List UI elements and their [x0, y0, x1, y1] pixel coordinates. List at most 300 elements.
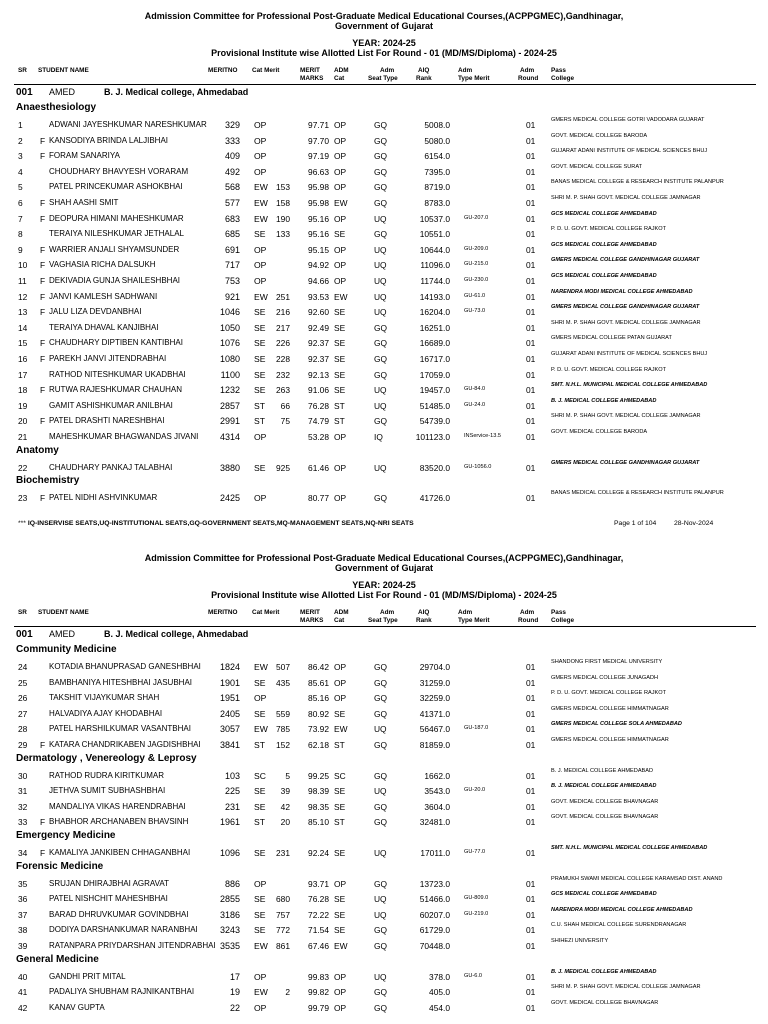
cell-seat-type: GQ — [374, 708, 388, 719]
cell-round: 01 — [526, 135, 536, 146]
cell-sr: 30 — [18, 770, 28, 781]
specialty-heading: Emergency Medicine — [16, 830, 116, 841]
cell-seat-type: GQ — [374, 354, 388, 364]
cell-adm-cat: OP — [334, 213, 347, 224]
table-row — [0, 675, 768, 691]
col-pass-2: College — [551, 75, 575, 82]
table-row — [0, 783, 768, 799]
cell-round: 01 — [526, 385, 536, 396]
cell-student-name: DODIYA DARSHANKUMAR NARANBHAI — [49, 925, 198, 935]
col-adm-cat-1: ADM — [334, 67, 349, 74]
institute-name: B. J. Medical college, Ahmedabad — [104, 87, 249, 97]
cell-round: 01 — [526, 662, 536, 672]
specialty-heading: Anaesthesiology — [16, 102, 97, 113]
cell-pass-college: SMT. N.H.L. MUNICIPAL MEDICAL COLLEGE AHMEDABAD — [551, 845, 708, 851]
header-line2: Government of Gujarat — [334, 563, 433, 573]
cell-pass-college: GMERS MEDICAL COLLEGE GANDHINAGAR GUJARAT — [551, 304, 700, 311]
cell-type-merit: GU-24.0 — [464, 401, 486, 408]
cell-merit-marks: 85.16 — [308, 693, 329, 704]
cell-student-name: KATARA CHANDRIKABEN JAGDISHBHAI — [49, 740, 201, 749]
cell-pass-college: NARENDRA MODI MEDICAL COLLEGE AHMEDABAD — [551, 288, 693, 295]
cell-pass-college: B. J. MEDICAL COLLEGE AHMEDABAD — [551, 783, 657, 790]
cell-seat-type: GQ — [374, 817, 388, 828]
cell-meritno: 2425 — [219, 493, 240, 504]
col-sr: SR — [18, 609, 27, 616]
cell-aiq-rank: 29704.0 — [419, 662, 450, 672]
cell-gender: F — [40, 740, 46, 750]
cell-cat-merit: 861 — [276, 941, 290, 951]
cell-pass-college: GMERS MEDICAL COLLEGE SOLA AHMEDABAD — [551, 721, 682, 728]
cell-aiq-rank: 11744.0 — [420, 276, 450, 286]
cell-category: EW — [254, 291, 268, 302]
cell-pass-college: GOVT. MEDICAL COLLEGE SURAT — [551, 163, 643, 170]
cell-student-name: TAKSHIT VIJAYKUMAR SHAH — [49, 693, 160, 703]
cell-type-merit: GU-219.0 — [464, 910, 489, 917]
cell-aiq-rank: 10537.0 — [419, 213, 450, 224]
cell-sr: 17 — [18, 369, 28, 380]
table-row — [0, 969, 768, 985]
page-2-header — [0, 553, 768, 600]
cell-type-merit: INService-13.5 — [464, 433, 501, 439]
cell-seat-type: UQ — [374, 400, 387, 411]
cell-meritno: 691 — [224, 244, 240, 255]
cell-meritno: 685 — [224, 229, 240, 240]
cell-sr: 15 — [18, 338, 28, 349]
cell-merit-marks: 93.53 — [308, 291, 329, 302]
col-merit: MERIT — [300, 609, 320, 616]
cell-category: SE — [254, 369, 266, 380]
cell-adm-cat: OP — [334, 151, 347, 162]
cell-pass-college: GOVT. MEDICAL COLLEGE BHAVNAGAR — [551, 814, 659, 821]
cell-round: 01 — [526, 770, 536, 781]
cell-round: 01 — [526, 120, 536, 130]
cell-cat-merit: 217 — [276, 322, 290, 333]
cell-pass-college: GUJARAT ADANI INSTITUTE OF MEDICAL SCIENCES BHUJ — [551, 351, 708, 357]
cell-pass-college: GMERS MEDICAL COLLEGE JUNAGADH — [551, 674, 659, 681]
cell-aiq-rank: 54739.0 — [419, 416, 450, 427]
col-aiq-2: Rank — [416, 75, 432, 82]
cell-meritno: 409 — [224, 151, 240, 162]
cell-sr: 37 — [18, 909, 28, 920]
cell-gender: F — [40, 276, 46, 286]
cell-round: 01 — [526, 462, 536, 473]
cell-gender: F — [40, 354, 46, 364]
cell-round: 01 — [526, 151, 536, 162]
cell-pass-college: GMERS MEDICAL COLLEGE HIMMATNAGAR — [551, 737, 669, 743]
cell-cat-merit: 757 — [276, 909, 290, 920]
cell-sr: 25 — [18, 677, 28, 688]
col-meritno: MERITNO — [208, 609, 238, 616]
cell-seat-type: GQ — [374, 322, 388, 333]
col-merit: MERIT — [300, 67, 320, 74]
cell-meritno: 4314 — [219, 432, 240, 442]
cell-student-name: KOTADIA BHANUPRASAD GANESHBHAI — [49, 662, 201, 671]
cell-category: OP — [254, 693, 267, 704]
cell-cat-merit: 66 — [280, 400, 290, 411]
cell-student-name: BHABHOR ARCHANABEN BHAVSINH — [49, 817, 189, 827]
cell-pass-college: GCS MEDICAL COLLEGE AHMEDABAD — [551, 273, 657, 279]
cell-seat-type: IQ — [374, 432, 383, 442]
cell-merit-marks: 95.15 — [308, 244, 329, 255]
cell-type-merit: GU-20.0 — [464, 787, 486, 794]
cell-meritno: 1961 — [219, 817, 240, 828]
cell-round: 01 — [526, 322, 536, 333]
cell-cat-merit: 785 — [276, 724, 290, 735]
cell-student-name: KANSODIYA BRINDA LALJIBHAI — [49, 135, 169, 145]
cell-sr: 36 — [18, 894, 28, 905]
cell-pass-college: BANAS MEDICAL COLLEGE & RESEARCH INSTITUTE PALANPUR — [551, 490, 724, 497]
cell-merit-marks: 67.46 — [308, 941, 329, 951]
cell-pass-college: P. D. U. GOVT. MEDICAL COLLEGE RAJKOT — [551, 366, 667, 373]
cell-adm-cat: SE — [334, 786, 346, 797]
cell-pass-college: P. D. U. GOVT. MEDICAL COLLEGE RAJKOT — [551, 690, 667, 697]
cell-round: 01 — [526, 1002, 536, 1013]
cell-aiq-rank: 60207.0 — [419, 909, 450, 920]
table-row — [0, 922, 768, 938]
col-adm-cat-2: Cat — [334, 617, 345, 624]
cell-aiq-rank: 8783.0 — [424, 198, 450, 208]
specialty-heading: General Medicine — [16, 953, 99, 965]
cell-cat-merit: 507 — [276, 662, 290, 672]
cell-adm-cat: SE — [334, 894, 346, 905]
cell-student-name: PATEL HARSHILKUMAR VASANTBHAI — [49, 724, 191, 734]
col-student: STUDENT NAME — [38, 67, 89, 74]
cell-aiq-rank: 3543.0 — [424, 786, 450, 797]
cell-meritno: 3243 — [219, 925, 240, 936]
table-row — [0, 690, 768, 706]
col-aiq-2: Rank — [416, 617, 432, 624]
cell-aiq-rank: 31259.0 — [419, 677, 450, 688]
cell-meritno: 886 — [224, 878, 240, 889]
cell-gender: F — [40, 151, 46, 162]
cell-student-name: KAMALIYA JANKIBEN CHHAGANBHAI — [49, 848, 191, 857]
cell-aiq-rank: 32259.0 — [419, 693, 450, 704]
cell-round: 01 — [526, 166, 536, 177]
cell-meritno: 225 — [224, 786, 240, 797]
cell-pass-college: GCS MEDICAL COLLEGE AHMEDABAD — [551, 210, 657, 217]
cell-meritno: 717 — [224, 260, 240, 271]
cell-round: 01 — [526, 276, 536, 286]
cell-category: ST — [254, 416, 265, 427]
header-subtitle: Provisional Institute wise Allotted List For Round - 01 (MD/MS/Diploma) - 2024-25 — [211, 48, 557, 58]
table-row — [0, 706, 768, 722]
cell-round: 01 — [526, 416, 536, 427]
cell-sr: 29 — [18, 740, 28, 750]
cell-sr: 32 — [18, 801, 28, 812]
cell-merit-marks: 74.79 — [308, 416, 329, 427]
cell-student-name: ADWANI JAYESHKUMAR NARESHKUMAR — [49, 120, 207, 129]
cell-gender: F — [40, 291, 46, 302]
cell-student-name: JANVI KAMLESH SADHWANI — [49, 291, 158, 301]
header-line1: Admission Committee for Professional Post-Graduate Medical Educational Courses,(ACPPGMEC),Gandhinagar, — [144, 553, 624, 563]
col-pass-2: College — [551, 617, 575, 624]
col-tm-2: Type Merit — [458, 617, 490, 624]
cell-sr: 21 — [18, 432, 28, 442]
cell-student-name: PATEL NISHCHIT MAHESHBHAI — [49, 894, 168, 904]
cell-category: SE — [254, 307, 266, 318]
cell-sr: 2 — [18, 135, 23, 146]
cell-merit-marks: 92.37 — [308, 338, 329, 349]
cell-seat-type: GQ — [374, 677, 388, 688]
cell-category: OP — [254, 432, 267, 442]
cell-adm-cat: OP — [334, 677, 347, 688]
cell-round: 01 — [526, 260, 536, 271]
cell-aiq-rank: 405.0 — [429, 987, 450, 998]
cell-category: SC — [254, 770, 266, 781]
cell-seat-type: UQ — [374, 213, 387, 224]
col-seat-1: Adm — [380, 609, 395, 616]
cell-meritno: 683 — [224, 213, 240, 224]
cell-cat-merit: 232 — [276, 369, 290, 380]
cell-seat-type: UQ — [374, 385, 387, 396]
cell-pass-college: GOVT. MEDICAL COLLEGE BARODA — [551, 429, 648, 435]
legend-text: IQ-INSERVISE SEATS,UQ-INSTITUTIONAL SEATS,GQ-GOVERNMENT SEATS,MQ-MANAGEMENT SEATS,NQ-NRI SEATS — [27, 520, 414, 527]
cell-pass-college: SHRI M. P. SHAH GOVT. MEDICAL COLLEGE JAMNAGAR — [551, 984, 701, 991]
cell-merit-marks: 92.24 — [308, 848, 329, 858]
cell-seat-type: GQ — [374, 151, 388, 162]
cell-category: OP — [254, 260, 267, 271]
cell-sr: 11 — [18, 276, 27, 286]
cell-merit-marks: 98.35 — [308, 801, 329, 812]
cell-aiq-rank: 19457.0 — [419, 385, 450, 396]
cell-pass-college: GMERS MEDICAL COLLEGE PATAN GUJARAT — [551, 335, 672, 342]
institute-code: 001 — [16, 87, 33, 98]
cell-round: 01 — [526, 801, 536, 812]
cell-merit-marks: 53.28 — [308, 432, 329, 442]
cell-gender: F — [40, 385, 46, 396]
cell-gender: F — [40, 135, 46, 146]
cell-merit-marks: 94.66 — [308, 276, 329, 286]
cell-seat-type: GQ — [374, 166, 388, 177]
cell-aiq-rank: 70448.0 — [419, 941, 450, 951]
cell-aiq-rank: 81859.0 — [419, 740, 450, 750]
cell-meritno: 329 — [224, 120, 240, 130]
cell-pass-college: GMERS MEDICAL COLLEGE GANDHINAGAR GUJARAT — [551, 257, 700, 264]
cell-adm-cat: SE — [334, 385, 346, 396]
cell-adm-cat: OP — [334, 120, 347, 130]
cell-cat-merit: 680 — [276, 894, 290, 905]
cell-adm-cat: SE — [334, 369, 346, 380]
cell-seat-type: GQ — [374, 338, 388, 349]
cell-seat-type: GQ — [374, 693, 388, 704]
header-line2: Government of Gujarat — [334, 21, 433, 31]
cell-aiq-rank: 17011.0 — [420, 848, 450, 858]
cell-category: OP — [254, 135, 267, 146]
cell-seat-type: UQ — [374, 971, 387, 982]
cell-meritno: 3186 — [219, 909, 240, 920]
institute-code: 001 — [16, 629, 33, 640]
cell-seat-type: GQ — [374, 878, 388, 889]
cell-meritno: 2857 — [219, 400, 240, 411]
cell-adm-cat: OP — [334, 1002, 347, 1013]
cell-seat-type: GQ — [374, 229, 388, 240]
table-row — [0, 1000, 768, 1016]
cell-sr: 26 — [18, 693, 28, 704]
cell-sr: 7 — [18, 213, 23, 224]
cell-sr: 16 — [18, 354, 28, 364]
cell-adm-cat: OP — [334, 493, 347, 504]
cell-category: OP — [254, 166, 267, 177]
cell-category: OP — [254, 276, 267, 286]
specialty-heading: Dermatology , Venereology & Leprosy — [16, 752, 197, 764]
cell-sr: 38 — [18, 925, 28, 936]
cell-cat-merit: 75 — [280, 416, 290, 427]
cell-merit-marks: 61.46 — [308, 462, 329, 473]
cell-sr: 31 — [18, 786, 28, 797]
specialty-heading: Anatomy — [16, 444, 59, 456]
cell-round: 01 — [526, 817, 536, 828]
cell-merit-marks: 99.82 — [308, 987, 329, 998]
cell-student-name: PAREKH JANVI JITENDRABHAI — [49, 354, 167, 363]
col-meritno: MERITNO — [208, 67, 238, 74]
cell-adm-cat: EW — [334, 198, 348, 208]
cell-sr: 28 — [18, 724, 28, 735]
cell-aiq-rank: 10644.0 — [419, 244, 450, 255]
cell-student-name: TERAIYA DHAVAL KANJIBHAI — [49, 322, 159, 332]
cell-pass-college: GMERS MEDICAL COLLEGE GOTRI VADODARA GUJARAT — [551, 117, 705, 123]
cell-merit-marks: 98.39 — [308, 786, 329, 797]
institute-city: AMED — [49, 87, 76, 97]
cell-round: 01 — [526, 213, 536, 224]
cell-meritno: 2991 — [219, 416, 240, 427]
cell-adm-cat: ST — [334, 400, 345, 411]
cell-merit-marks: 85.61 — [308, 677, 329, 688]
cell-round: 01 — [526, 338, 536, 349]
cell-round: 01 — [526, 941, 536, 951]
cell-meritno: 1100 — [220, 369, 240, 380]
cell-meritno: 19 — [229, 987, 240, 998]
cell-merit-marks: 95.98 — [308, 198, 329, 208]
cell-merit-marks: 85.10 — [308, 817, 329, 828]
cell-sr: 33 — [18, 817, 28, 828]
cell-merit-marks: 76.28 — [308, 400, 329, 411]
cell-meritno: 3535 — [219, 941, 240, 951]
cell-aiq-rank: 14193.0 — [419, 291, 450, 302]
cell-sr: 40 — [18, 971, 28, 982]
cell-aiq-rank: 56467.0 — [419, 724, 450, 735]
cell-meritno: 1951 — [219, 693, 240, 704]
cell-seat-type: GQ — [374, 662, 388, 672]
cell-category: EW — [254, 941, 268, 951]
cell-aiq-rank: 5008.0 — [424, 120, 450, 130]
cell-student-name: HALVADIYA AJAY KHODABHAI — [49, 708, 163, 718]
cell-pass-college: GOVT. MEDICAL COLLEGE BARODA — [551, 132, 648, 139]
cell-round: 01 — [526, 307, 536, 318]
cell-category: SE — [254, 925, 266, 936]
col-student: STUDENT NAME — [38, 609, 89, 616]
table-row — [0, 737, 768, 753]
cell-seat-type: UQ — [374, 260, 387, 271]
cell-round: 01 — [526, 786, 536, 797]
table-row — [0, 799, 768, 815]
table-row — [0, 876, 768, 892]
cell-meritno: 3841 — [219, 740, 240, 750]
cell-student-name: RATANPARA PRIYDARSHAN JITENDRABHAI — [49, 941, 216, 950]
cell-meritno: 1901 — [219, 677, 240, 688]
cell-cat-merit: 133 — [276, 229, 290, 240]
cell-type-merit: GU-77.0 — [464, 849, 486, 855]
cell-category: EW — [254, 198, 268, 208]
cell-aiq-rank: 5080.0 — [424, 135, 450, 146]
cell-cat-merit: 228 — [276, 354, 290, 364]
cell-meritno: 22 — [229, 1002, 240, 1013]
cell-meritno: 1096 — [219, 848, 240, 858]
cell-category: EW — [254, 662, 268, 672]
table-row — [0, 984, 768, 1000]
cell-type-merit: GU-230.0 — [464, 277, 489, 283]
cell-sr: 34 — [18, 848, 28, 858]
cell-gender: F — [40, 338, 46, 349]
cell-sr: 6 — [18, 198, 23, 208]
specialty-heading: Biochemistry — [16, 475, 80, 487]
cell-merit-marks: 72.22 — [308, 909, 329, 920]
cell-seat-type: GQ — [374, 493, 388, 504]
table-row — [0, 659, 768, 675]
cell-aiq-rank: 1662.0 — [424, 770, 450, 781]
cell-meritno: 1080 — [219, 354, 240, 364]
cell-pass-college: SHRI M. P. SHAH GOVT. MEDICAL COLLEGE JAMNAGAR — [551, 413, 701, 420]
cell-round: 01 — [526, 693, 536, 704]
cell-round: 01 — [526, 229, 536, 240]
cell-aiq-rank: 454.0 — [429, 1002, 450, 1013]
cell-pass-college: BANAS MEDICAL COLLEGE & RESEARCH INSTITUTE PALANPUR — [551, 179, 724, 186]
cell-pass-college: SHRI M. P. SHAH GOVT. MEDICAL COLLEGE JAMNAGAR — [551, 195, 701, 201]
cell-student-name: WARRIER ANJALI SHYAMSUNDER — [49, 244, 180, 254]
cell-seat-type: UQ — [374, 244, 387, 255]
cell-meritno: 1046 — [219, 307, 240, 318]
cell-adm-cat: OP — [334, 971, 347, 982]
cell-meritno: 231 — [224, 801, 240, 812]
cell-sr: 22 — [18, 462, 28, 473]
cell-gender: F — [40, 260, 46, 271]
cell-adm-cat: OP — [334, 276, 347, 286]
cell-meritno: 3880 — [219, 462, 240, 473]
cell-sr: 35 — [18, 878, 28, 889]
header-subtitle: Provisional Institute wise Allotted List For Round - 01 (MD/MS/Diploma) - 2024-25 — [211, 590, 557, 600]
cell-aiq-rank: 16251.0 — [419, 322, 450, 333]
cell-pass-college: B. J. MEDICAL COLLEGE AHMEDABAD — [551, 968, 657, 975]
cell-seat-type: UQ — [374, 291, 387, 302]
cell-adm-cat: OP — [334, 662, 347, 672]
cell-cat-merit: 925 — [276, 462, 290, 473]
cell-pass-college: B. J. MEDICAL COLLEGE AHMEDABAD — [551, 397, 657, 404]
cell-aiq-rank: 16689.0 — [419, 338, 450, 349]
cell-pass-college: GMERS MEDICAL COLLEGE HIMMATNAGAR — [551, 705, 669, 712]
col-cat-merit: Cat Merit — [252, 67, 280, 74]
cell-seat-type: GQ — [374, 416, 388, 427]
cell-adm-cat: OP — [334, 135, 347, 146]
cell-student-name: CHAUDHARY DIPTIBEN KANTIBHAI — [49, 338, 183, 348]
cell-pass-college: NARENDRA MODI MEDICAL COLLEGE AHMEDABAD — [551, 906, 693, 913]
cell-student-name: CHOUDHARY BHAVYESH VORARAM — [49, 166, 189, 176]
cell-merit-marks: 94.92 — [308, 260, 329, 271]
cell-type-merit: GU-61.0 — [464, 292, 486, 299]
cell-student-name: VAGHASIA RICHA DALSUKH — [49, 260, 156, 270]
cell-category: SE — [254, 462, 266, 473]
page-number: Page 1 of 104 — [614, 520, 657, 527]
cell-sr: 5 — [18, 182, 23, 193]
cell-round: 01 — [526, 677, 536, 688]
cell-pass-college: SHRI M. P. SHAH GOVT. MEDICAL COLLEGE JAMNAGAR — [551, 319, 701, 326]
cell-seat-type: GQ — [374, 941, 388, 951]
cell-category: ST — [254, 740, 265, 750]
cell-sr: 12 — [18, 291, 28, 302]
cell-adm-cat: SE — [334, 229, 346, 240]
cell-pass-college: C.U. SHAH MEDICAL COLLEGE SURENDRANAGAR — [551, 922, 687, 929]
cell-adm-cat: OP — [334, 166, 347, 177]
specialty-heading: Forensic Medicine — [16, 860, 104, 872]
cell-seat-type: UQ — [374, 848, 387, 858]
